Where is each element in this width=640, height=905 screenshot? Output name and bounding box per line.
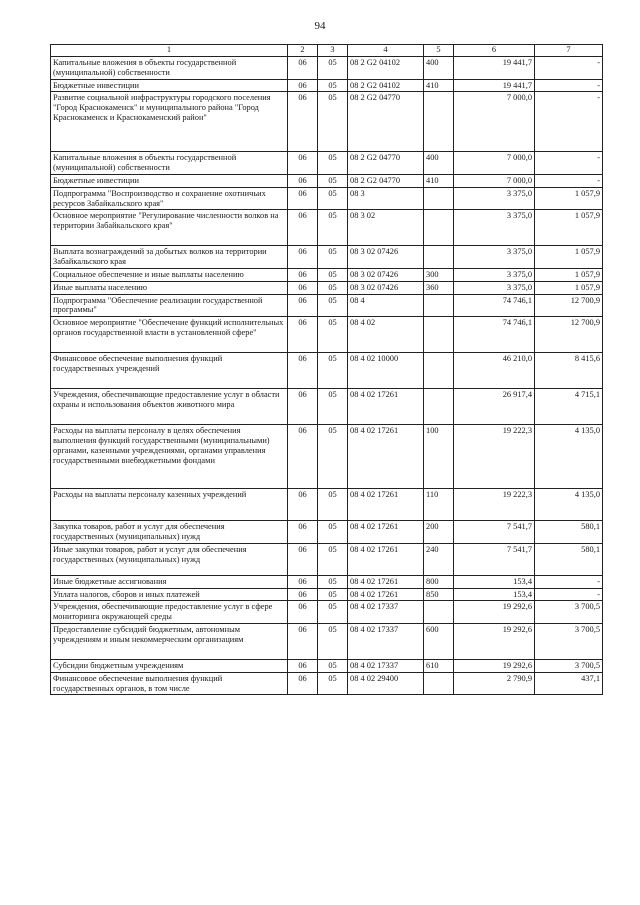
row-amount-1: 19 292,6 xyxy=(454,623,535,659)
row-description: Капитальные вложения в объекты государственной (муниципальной) собственности xyxy=(51,57,288,80)
row-amount-1: 26 917,4 xyxy=(454,389,535,425)
row-section-code: 06 xyxy=(288,152,318,175)
row-target-article: 08 3 xyxy=(348,187,424,210)
row-amount-1: 153,4 xyxy=(454,575,535,588)
row-subsection-code: 05 xyxy=(318,659,348,672)
row-amount-2: 4 135,0 xyxy=(535,425,603,489)
row-expense-type: 110 xyxy=(424,489,454,521)
row-amount-1: 74 746,1 xyxy=(454,294,535,317)
row-target-article: 08 3 02 07426 xyxy=(348,246,424,269)
row-target-article: 08 4 02 10000 xyxy=(348,353,424,389)
row-section-code: 06 xyxy=(288,575,318,588)
table-row xyxy=(51,659,603,672)
table-row xyxy=(51,187,603,210)
table-row xyxy=(51,601,603,624)
row-amount-1: 3 375,0 xyxy=(454,210,535,246)
row-subsection-code: 05 xyxy=(318,210,348,246)
row-subsection-code: 05 xyxy=(318,174,348,187)
table-row xyxy=(51,543,603,575)
row-description: Капитальные вложения в объекты государственной (муниципальной) собственности xyxy=(51,152,288,175)
row-amount-1: 3 375,0 xyxy=(454,281,535,294)
row-amount-1: 7 000,0 xyxy=(454,92,535,152)
row-subsection-code: 05 xyxy=(318,521,348,544)
row-section-code: 06 xyxy=(288,92,318,152)
row-subsection-code: 05 xyxy=(318,187,348,210)
row-section-code: 06 xyxy=(288,174,318,187)
row-amount-1: 7 541,7 xyxy=(454,543,535,575)
table-row xyxy=(51,57,603,80)
row-target-article: 08 4 02 17261 xyxy=(348,543,424,575)
table-row xyxy=(51,489,603,521)
row-amount-1: 19 441,7 xyxy=(454,57,535,80)
row-target-article: 08 2 G2 04770 xyxy=(348,174,424,187)
row-expense-type: 240 xyxy=(424,543,454,575)
table-row xyxy=(51,174,603,187)
row-subsection-code: 05 xyxy=(318,268,348,281)
row-amount-2: 1 057,9 xyxy=(535,210,603,246)
row-section-code: 06 xyxy=(288,672,318,695)
row-description: Подпрограмма "Воспроизводство и сохранение охотничьих ресурсов Забайкальского края" xyxy=(51,187,288,210)
table-row xyxy=(51,588,603,601)
row-subsection-code: 05 xyxy=(318,92,348,152)
row-description: Финансовое обеспечение выполнения функций государственных органов, в том числе xyxy=(51,672,288,695)
row-target-article: 08 4 02 17261 xyxy=(348,575,424,588)
table-row xyxy=(51,353,603,389)
row-amount-2: 437,1 xyxy=(535,672,603,695)
row-description: Предоставление субсидий бюджетным, автономным учреждениям и иным некоммерческим организациям xyxy=(51,623,288,659)
row-amount-2: 8 415,6 xyxy=(535,353,603,389)
row-description: Расходы на выплаты персоналу казенных учреждений xyxy=(51,489,288,521)
row-expense-type: 100 xyxy=(424,425,454,489)
row-amount-2: 4 715,1 xyxy=(535,389,603,425)
row-section-code: 06 xyxy=(288,57,318,80)
row-amount-2: 580,1 xyxy=(535,543,603,575)
row-subsection-code: 05 xyxy=(318,246,348,269)
row-expense-type: 410 xyxy=(424,79,454,92)
row-amount-1: 2 790,9 xyxy=(454,672,535,695)
row-section-code: 06 xyxy=(288,588,318,601)
row-expense-type xyxy=(424,353,454,389)
row-amount-1: 74 746,1 xyxy=(454,317,535,353)
row-expense-type xyxy=(424,672,454,695)
row-expense-type: 850 xyxy=(424,588,454,601)
table-row xyxy=(51,92,603,152)
column-header: 3 xyxy=(318,45,348,57)
row-description: Подпрограмма "Обеспечение реализации государственной программы" xyxy=(51,294,288,317)
row-description: Учреждения, обеспечивающие предоставление услуг в сфере мониторинга окружающей среды xyxy=(51,601,288,624)
row-section-code: 06 xyxy=(288,543,318,575)
row-target-article: 08 4 02 17261 xyxy=(348,489,424,521)
table-row xyxy=(51,521,603,544)
row-description: Развитие социальной инфраструктуры городского поселения "Город Краснокаменск" и муниципального района "Город Краснокаменск и Краснокаменский район" xyxy=(51,92,288,152)
row-amount-2: 1 057,9 xyxy=(535,268,603,281)
row-target-article: 08 4 02 17337 xyxy=(348,623,424,659)
row-section-code: 06 xyxy=(288,246,318,269)
row-description: Иные закупки товаров, работ и услуг для обеспечения государственных (муниципальных) нужд xyxy=(51,543,288,575)
row-target-article: 08 2 G2 04102 xyxy=(348,79,424,92)
row-expense-type xyxy=(424,210,454,246)
row-description: Уплата налогов, сборов и иных платежей xyxy=(51,588,288,601)
row-expense-type: 610 xyxy=(424,659,454,672)
row-target-article: 08 4 02 17261 xyxy=(348,588,424,601)
row-amount-2: - xyxy=(535,79,603,92)
row-section-code: 06 xyxy=(288,389,318,425)
row-expense-type: 800 xyxy=(424,575,454,588)
row-subsection-code: 05 xyxy=(318,389,348,425)
row-amount-1: 3 375,0 xyxy=(454,268,535,281)
row-target-article: 08 4 02 17337 xyxy=(348,659,424,672)
row-amount-1: 153,4 xyxy=(454,588,535,601)
row-subsection-code: 05 xyxy=(318,575,348,588)
column-header: 1 xyxy=(51,45,288,57)
column-header: 4 xyxy=(348,45,424,57)
table-row xyxy=(51,268,603,281)
row-amount-2: 1 057,9 xyxy=(535,246,603,269)
row-amount-2: - xyxy=(535,57,603,80)
table-row xyxy=(51,425,603,489)
table-row xyxy=(51,152,603,175)
row-amount-2: - xyxy=(535,174,603,187)
row-target-article: 08 4 02 17261 xyxy=(348,521,424,544)
row-expense-type xyxy=(424,246,454,269)
row-description: Бюджетные инвестиции xyxy=(51,79,288,92)
row-amount-1: 46 210,0 xyxy=(454,353,535,389)
budget-table xyxy=(50,44,603,695)
column-header: 6 xyxy=(454,45,535,57)
row-section-code: 06 xyxy=(288,268,318,281)
row-description: Финансовое обеспечение выполнения функций государственных учреждений xyxy=(51,353,288,389)
page-number: 94 xyxy=(314,20,326,32)
table-row xyxy=(51,389,603,425)
row-section-code: 06 xyxy=(288,317,318,353)
row-description: Социальное обеспечение и иные выплаты населению xyxy=(51,268,288,281)
column-header: 7 xyxy=(535,45,603,57)
row-expense-type xyxy=(424,187,454,210)
row-subsection-code: 05 xyxy=(318,152,348,175)
row-amount-2: 12 700,9 xyxy=(535,317,603,353)
row-target-article: 08 3 02 07426 xyxy=(348,281,424,294)
row-amount-1: 7 000,0 xyxy=(454,174,535,187)
row-section-code: 06 xyxy=(288,601,318,624)
row-description: Учреждения, обеспечивающие предоставление услуг в области охраны и использования объектов животного мира xyxy=(51,389,288,425)
row-subsection-code: 05 xyxy=(318,294,348,317)
table-row xyxy=(51,575,603,588)
row-subsection-code: 05 xyxy=(318,489,348,521)
row-amount-2: 3 700,5 xyxy=(535,659,603,672)
row-section-code: 06 xyxy=(288,294,318,317)
table-row xyxy=(51,672,603,695)
row-subsection-code: 05 xyxy=(318,425,348,489)
row-target-article: 08 4 02 17337 xyxy=(348,601,424,624)
row-subsection-code: 05 xyxy=(318,543,348,575)
row-subsection-code: 05 xyxy=(318,317,348,353)
row-amount-2: - xyxy=(535,588,603,601)
row-amount-1: 19 222,3 xyxy=(454,489,535,521)
row-description: Иные выплаты населению xyxy=(51,281,288,294)
row-amount-2: - xyxy=(535,92,603,152)
column-header: 5 xyxy=(424,45,454,57)
table-row xyxy=(51,317,603,353)
table-row xyxy=(51,79,603,92)
row-subsection-code: 05 xyxy=(318,588,348,601)
column-header: 2 xyxy=(288,45,318,57)
row-target-article: 08 4 02 17261 xyxy=(348,389,424,425)
row-description: Бюджетные инвестиции xyxy=(51,174,288,187)
row-expense-type: 600 xyxy=(424,623,454,659)
row-expense-type xyxy=(424,389,454,425)
table-row xyxy=(51,210,603,246)
row-expense-type: 300 xyxy=(424,268,454,281)
row-section-code: 06 xyxy=(288,210,318,246)
row-amount-1: 19 441,7 xyxy=(454,79,535,92)
row-target-article: 08 2 G2 04102 xyxy=(348,57,424,80)
row-amount-1: 7 541,7 xyxy=(454,521,535,544)
row-target-article: 08 4 02 29400 xyxy=(348,672,424,695)
row-description: Расходы на выплаты персоналу в целях обеспечения выполнения функций государственными (муниципальными) органами, казенными учреждениями, органами управления государственными внебюджетными фондами xyxy=(51,425,288,489)
row-expense-type xyxy=(424,294,454,317)
row-section-code: 06 xyxy=(288,187,318,210)
row-amount-2: - xyxy=(535,152,603,175)
row-expense-type: 360 xyxy=(424,281,454,294)
row-expense-type: 410 xyxy=(424,174,454,187)
row-subsection-code: 05 xyxy=(318,353,348,389)
row-section-code: 06 xyxy=(288,489,318,521)
row-amount-2: 3 700,5 xyxy=(535,623,603,659)
row-expense-type xyxy=(424,601,454,624)
row-section-code: 06 xyxy=(288,79,318,92)
row-expense-type: 200 xyxy=(424,521,454,544)
row-target-article: 08 4 02 17261 xyxy=(348,425,424,489)
row-section-code: 06 xyxy=(288,425,318,489)
row-description: Субсидии бюджетным учреждениям xyxy=(51,659,288,672)
row-amount-1: 19 292,6 xyxy=(454,601,535,624)
row-expense-type: 400 xyxy=(424,57,454,80)
row-target-article: 08 4 xyxy=(348,294,424,317)
table-header-row xyxy=(51,45,603,57)
table-row xyxy=(51,246,603,269)
row-target-article: 08 3 02 07426 xyxy=(348,268,424,281)
row-subsection-code: 05 xyxy=(318,672,348,695)
table-row xyxy=(51,294,603,317)
row-amount-2: 1 057,9 xyxy=(535,281,603,294)
row-amount-1: 3 375,0 xyxy=(454,246,535,269)
row-amount-2: 580,1 xyxy=(535,521,603,544)
row-amount-1: 19 292,6 xyxy=(454,659,535,672)
row-target-article: 08 2 G2 04770 xyxy=(348,152,424,175)
row-target-article: 08 3 02 xyxy=(348,210,424,246)
row-description: Закупка товаров, работ и услуг для обеспечения государственных (муниципальных) нужд xyxy=(51,521,288,544)
row-section-code: 06 xyxy=(288,521,318,544)
row-subsection-code: 05 xyxy=(318,281,348,294)
row-subsection-code: 05 xyxy=(318,601,348,624)
row-amount-1: 7 000,0 xyxy=(454,152,535,175)
row-description: Иные бюджетные ассигнования xyxy=(51,575,288,588)
row-amount-1: 19 222,3 xyxy=(454,425,535,489)
row-amount-2: - xyxy=(535,575,603,588)
row-section-code: 06 xyxy=(288,353,318,389)
row-amount-2: 4 135,0 xyxy=(535,489,603,521)
row-amount-2: 1 057,9 xyxy=(535,187,603,210)
row-description: Основное мероприятие "Обеспечение функций исполнительных органов государственной власти в установленной сфере" xyxy=(51,317,288,353)
row-expense-type: 400 xyxy=(424,152,454,175)
row-subsection-code: 05 xyxy=(318,623,348,659)
row-subsection-code: 05 xyxy=(318,57,348,80)
row-subsection-code: 05 xyxy=(318,79,348,92)
row-description: Основное мероприятие "Регулирование численности волков на территории Забайкальского края" xyxy=(51,210,288,246)
row-amount-2: 12 700,9 xyxy=(535,294,603,317)
row-expense-type xyxy=(424,92,454,152)
row-target-article: 08 2 G2 04770 xyxy=(348,92,424,152)
row-description: Выплата вознаграждений за добытых волков на территории Забайкальского края xyxy=(51,246,288,269)
row-section-code: 06 xyxy=(288,281,318,294)
table-row xyxy=(51,623,603,659)
row-target-article: 08 4 02 xyxy=(348,317,424,353)
row-section-code: 06 xyxy=(288,623,318,659)
row-amount-2: 3 700,5 xyxy=(535,601,603,624)
table-row xyxy=(51,281,603,294)
row-expense-type xyxy=(424,317,454,353)
row-section-code: 06 xyxy=(288,659,318,672)
row-amount-1: 3 375,0 xyxy=(454,187,535,210)
